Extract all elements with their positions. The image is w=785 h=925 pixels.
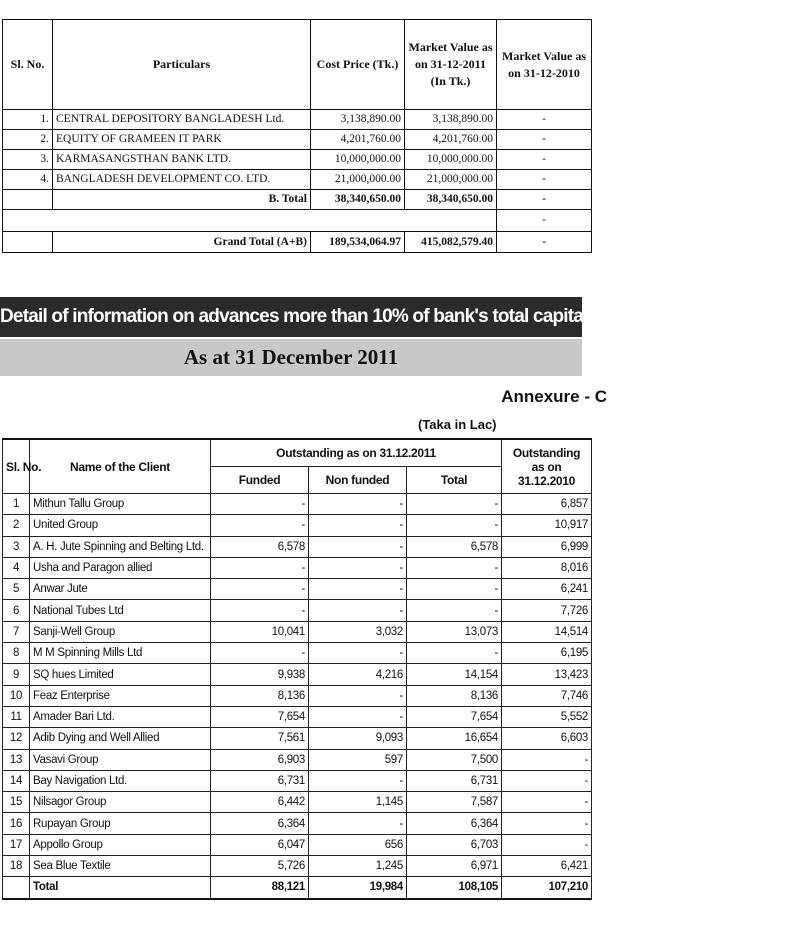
row-sl: 1. xyxy=(3,110,53,130)
row-mv-2011: 10,000,000.00 xyxy=(405,150,497,170)
row-non-funded: - xyxy=(309,600,407,621)
row-sl: 2. xyxy=(3,130,53,150)
row-outstanding-2010: 6,857 xyxy=(502,494,592,515)
row-client: National Tubes Ltd xyxy=(30,600,211,621)
header-non-funded: Non funded xyxy=(309,467,407,494)
row-mv-2011: 21,000,000.00 xyxy=(405,170,497,190)
table-row xyxy=(3,494,592,515)
row-non-funded: - xyxy=(309,579,407,600)
row-outstanding-2010: 6,421 xyxy=(502,856,592,877)
total-funded: 88,121 xyxy=(211,877,309,899)
row-mv-2010: - xyxy=(497,130,592,150)
row-client: Appollo Group xyxy=(30,834,211,855)
row-client: Feaz Enterprise xyxy=(30,685,211,706)
b-total-mv-2010: - xyxy=(497,190,592,210)
row-funded: 7,561 xyxy=(211,728,309,749)
row-non-funded: 656 xyxy=(309,834,407,855)
row-client: A. H. Jute Spinning and Belting Ltd. xyxy=(30,536,211,557)
row-client: Usha and Paragon allied xyxy=(30,557,211,578)
row-client: Nilsagor Group xyxy=(30,792,211,813)
investment-table-header xyxy=(3,20,592,110)
row-mv-2011: 4,201,760.00 xyxy=(405,130,497,150)
row-sl: 16 xyxy=(3,813,30,834)
total-label: Total xyxy=(30,877,211,899)
row-funded: 6,903 xyxy=(211,749,309,770)
row-mv-2010: - xyxy=(497,150,592,170)
header-funded: Funded xyxy=(211,467,309,494)
table-row xyxy=(3,150,592,170)
table-row xyxy=(3,130,592,150)
table-row xyxy=(3,792,592,813)
row-non-funded: 9,093 xyxy=(309,728,407,749)
row-outstanding-2010: 6,603 xyxy=(502,728,592,749)
b-total-empty xyxy=(3,190,53,210)
row-mv-2010: - xyxy=(497,110,592,130)
row-client: Sanji-Well Group xyxy=(30,621,211,642)
row-client: Sea Blue Textile xyxy=(30,856,211,877)
annexure-label: Annexure - C xyxy=(501,387,607,406)
row-sl: 13 xyxy=(3,749,30,770)
row-non-funded: - xyxy=(309,706,407,727)
row-outstanding-2010: - xyxy=(502,770,592,791)
row-outstanding-2010: - xyxy=(502,834,592,855)
table-row xyxy=(3,664,592,685)
row-particular: KARMASANGSTHAN BANK LTD. xyxy=(53,150,311,170)
row-outstanding-2010: 6,999 xyxy=(502,536,592,557)
row-non-funded: 597 xyxy=(309,749,407,770)
row-outstanding-2010: - xyxy=(502,792,592,813)
row-sl: 17 xyxy=(3,834,30,855)
advances-table xyxy=(2,438,592,900)
row-outstanding-2010: 6,241 xyxy=(502,579,592,600)
row-cost: 10,000,000.00 xyxy=(311,150,405,170)
row-client: SQ hues Limited xyxy=(30,664,211,685)
header-outstanding-2011: Outstanding as on 31.12.2011 xyxy=(211,439,502,467)
header-market-value-2010: Market Value as on 31-12-2010 xyxy=(497,20,592,110)
b-total-label: B. Total xyxy=(53,190,311,210)
row-client: Adib Dying and Well Allied xyxy=(30,728,211,749)
row-sl: 5 xyxy=(3,579,30,600)
header-total: Total xyxy=(407,467,502,494)
table-row xyxy=(3,536,592,557)
row-total: 6,703 xyxy=(407,834,502,855)
b-total-mv-2011: 38,340,650.00 xyxy=(405,190,497,210)
row-non-funded: 3,032 xyxy=(309,621,407,642)
row-total: - xyxy=(407,557,502,578)
row-funded: 9,938 xyxy=(211,664,309,685)
investment-table xyxy=(2,19,592,253)
row-mv-2010: - xyxy=(497,170,592,190)
table-row xyxy=(3,856,592,877)
header-market-value-2011: Market Value as on 31-12-2011 (In Tk.) xyxy=(405,20,497,110)
row-particular: EQUITY OF GRAMEEN IT PARK xyxy=(53,130,311,150)
row-sl: 10 xyxy=(3,685,30,706)
row-funded: 6,364 xyxy=(211,813,309,834)
row-total: - xyxy=(407,579,502,600)
row-non-funded: 1,245 xyxy=(309,856,407,877)
unit-label: (Taka in Lac) xyxy=(418,417,497,432)
table-row xyxy=(3,110,592,130)
table-row xyxy=(3,515,592,536)
row-funded: - xyxy=(211,643,309,664)
row-sl: 3 xyxy=(3,536,30,557)
b-total-row xyxy=(3,190,592,210)
section-title-banner: Detail of information on advances more than 10% of bank's total capital (funded & non-funded): xyxy=(0,297,582,337)
row-outstanding-2010: 13,423 xyxy=(502,664,592,685)
row-funded: - xyxy=(211,600,309,621)
grand-total-label: Grand Total (A+B) xyxy=(53,232,311,253)
row-total: - xyxy=(407,515,502,536)
row-total: 13,073 xyxy=(407,621,502,642)
blank-row xyxy=(3,210,592,232)
row-outstanding-2010: 10,917 xyxy=(502,515,592,536)
row-client: M M Spinning Mills Ltd xyxy=(30,643,211,664)
row-total: 14,154 xyxy=(407,664,502,685)
row-total: 6,731 xyxy=(407,770,502,791)
table-row xyxy=(3,728,592,749)
row-outstanding-2010: 7,746 xyxy=(502,685,592,706)
row-outstanding-2010: 8,016 xyxy=(502,557,592,578)
row-sl: 11 xyxy=(3,706,30,727)
row-total: - xyxy=(407,494,502,515)
row-particular: BANGLADESH DEVELOPMENT CO. LTD. xyxy=(53,170,311,190)
row-outstanding-2010: 6,195 xyxy=(502,643,592,664)
header-outstanding-2010: Outstanding as on 31.12.2010 xyxy=(502,439,592,494)
row-sl: 3. xyxy=(3,150,53,170)
row-funded: - xyxy=(211,494,309,515)
row-particular: CENTRAL DEPOSITORY BANGLADESH Ltd. xyxy=(53,110,311,130)
header-client: Name of the Client xyxy=(30,439,211,494)
row-funded: - xyxy=(211,579,309,600)
row-sl: 12 xyxy=(3,728,30,749)
row-funded: 6,731 xyxy=(211,770,309,791)
row-non-funded: - xyxy=(309,770,407,791)
row-total: - xyxy=(407,643,502,664)
grand-total-empty xyxy=(3,232,53,253)
row-non-funded: - xyxy=(309,557,407,578)
row-sl: 7 xyxy=(3,621,30,642)
row-sl: 15 xyxy=(3,792,30,813)
advances-body xyxy=(3,494,592,899)
blank-mv-2010: - xyxy=(497,210,592,232)
row-sl: 1 xyxy=(3,494,30,515)
row-funded: 6,578 xyxy=(211,536,309,557)
row-client: Mithun Tallu Group xyxy=(30,494,211,515)
row-non-funded: - xyxy=(309,643,407,664)
table-row xyxy=(3,749,592,770)
row-funded: 6,047 xyxy=(211,834,309,855)
table-row xyxy=(3,579,592,600)
row-total: 16,654 xyxy=(407,728,502,749)
grand-total-mv-2010: - xyxy=(497,232,592,253)
row-funded: 10,041 xyxy=(211,621,309,642)
row-total: 6,578 xyxy=(407,536,502,557)
table-row xyxy=(3,706,592,727)
row-total: 7,654 xyxy=(407,706,502,727)
table-row xyxy=(3,770,592,791)
row-total: 7,500 xyxy=(407,749,502,770)
b-total-cost: 38,340,650.00 xyxy=(311,190,405,210)
row-client: Anwar Jute xyxy=(30,579,211,600)
advances-header-row-1 xyxy=(3,439,592,467)
table-row xyxy=(3,643,592,664)
row-total: - xyxy=(407,600,502,621)
row-outstanding-2010: - xyxy=(502,813,592,834)
table-row xyxy=(3,813,592,834)
row-non-funded: - xyxy=(309,494,407,515)
total-outstanding-2010: 107,210 xyxy=(502,877,592,899)
table-row xyxy=(3,170,592,190)
row-sl: 18 xyxy=(3,856,30,877)
row-funded: 6,442 xyxy=(211,792,309,813)
row-outstanding-2010: - xyxy=(502,749,592,770)
table-row xyxy=(3,834,592,855)
blank-cell xyxy=(3,210,497,232)
row-client: Bay Navigation Ltd. xyxy=(30,770,211,791)
row-cost: 4,201,760.00 xyxy=(311,130,405,150)
row-funded: - xyxy=(211,515,309,536)
advances-total-row xyxy=(3,877,592,899)
row-sl: 6 xyxy=(3,600,30,621)
row-total: 6,364 xyxy=(407,813,502,834)
grand-total-row xyxy=(3,232,592,253)
row-total: 8,136 xyxy=(407,685,502,706)
grand-total-mv-2011: 415,082,579.40 xyxy=(405,232,497,253)
row-funded: 7,654 xyxy=(211,706,309,727)
row-sl: 14 xyxy=(3,770,30,791)
row-sl: 9 xyxy=(3,664,30,685)
row-non-funded: - xyxy=(309,813,407,834)
row-funded: 8,136 xyxy=(211,685,309,706)
row-sl: 4. xyxy=(3,170,53,190)
total-non-funded: 19,984 xyxy=(309,877,407,899)
header-cost-price: Cost Price (Tk.) xyxy=(311,20,405,110)
row-cost: 21,000,000.00 xyxy=(311,170,405,190)
row-non-funded: - xyxy=(309,515,407,536)
row-sl: 4 xyxy=(3,557,30,578)
row-client: Vasavi Group xyxy=(30,749,211,770)
row-non-funded: 4,216 xyxy=(309,664,407,685)
row-funded: - xyxy=(211,557,309,578)
grand-total-cost: 189,534,064.97 xyxy=(311,232,405,253)
table-row xyxy=(3,600,592,621)
row-cost: 3,138,890.00 xyxy=(311,110,405,130)
row-total: 6,971 xyxy=(407,856,502,877)
row-outstanding-2010: 5,552 xyxy=(502,706,592,727)
table-row xyxy=(3,685,592,706)
row-outstanding-2010: 7,726 xyxy=(502,600,592,621)
header-particulars: Particulars xyxy=(53,20,311,110)
row-funded: 5,726 xyxy=(211,856,309,877)
row-client: United Group xyxy=(30,515,211,536)
header-sl: Sl. No. xyxy=(3,20,53,110)
table-row xyxy=(3,557,592,578)
row-sl: 2 xyxy=(3,515,30,536)
row-client: Amader Bari Ltd. xyxy=(30,706,211,727)
total-sl-empty xyxy=(3,877,30,899)
row-mv-2011: 3,138,890.00 xyxy=(405,110,497,130)
row-sl: 8 xyxy=(3,643,30,664)
row-outstanding-2010: 14,514 xyxy=(502,621,592,642)
table-row xyxy=(3,621,592,642)
row-non-funded: - xyxy=(309,685,407,706)
row-client: Rupayan Group xyxy=(30,813,211,834)
row-total: 7,587 xyxy=(407,792,502,813)
section-date-banner: As at 31 December 2011 xyxy=(0,339,582,376)
header-sl: Sl. No. xyxy=(3,439,30,494)
total-total: 108,105 xyxy=(407,877,502,899)
row-non-funded: - xyxy=(309,536,407,557)
row-non-funded: 1,145 xyxy=(309,792,407,813)
